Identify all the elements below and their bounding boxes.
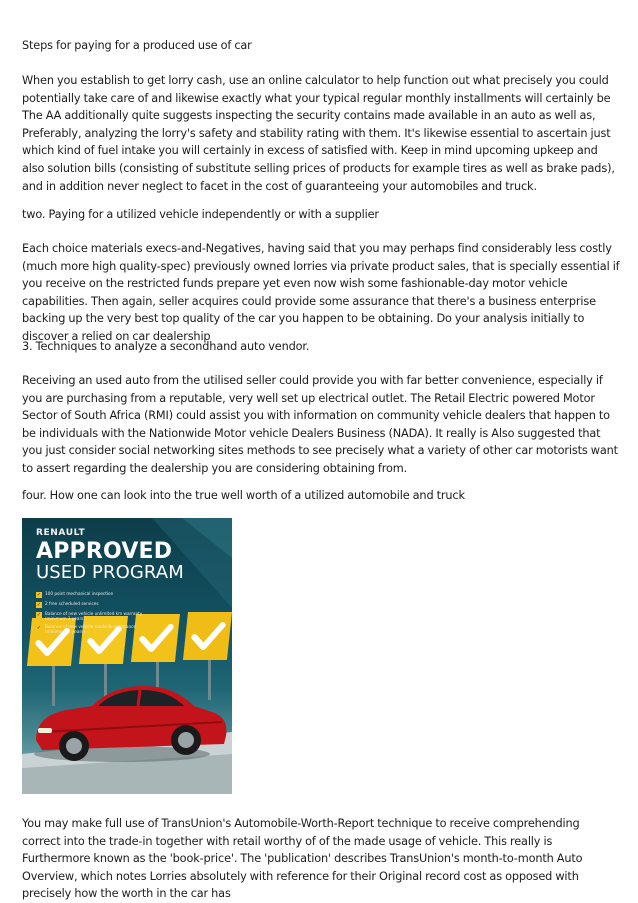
promo-bullet: ✓ Balance of new vehicle unlimited km warranty (minimum 2 years)	[36, 611, 143, 621]
car-icon	[34, 686, 226, 762]
section-heading: 3. Techniques to analyze a secondhand auto vendor.	[22, 340, 310, 353]
body-paragraph: You may make full use of TransUnion's Automobile-Worth-Report technique to receive comprehending correct into the trade-in together with retail worthy of of the made usage of vehicle. This really is Furthermore known as the 'book-price'. The 'publication' describes TransUnion's month-to-month Auto Overview, which notes Lorries absolutely with reference for their Original record cost as opposed with precisely how the worth in the car has	[22, 817, 583, 901]
checkbox-icon: ✓	[36, 592, 42, 598]
body-paragraph: Each choice materials execs-and-Negatives, having said that you may perhaps find considerably less costly (much more high quality-spec) previously owned lorries via private product sales, that is specially essential if you receive on the restricted funds prepare yet even now wish some fashionable-day motor vehicle capabilities. Then again, seller acquires could provide some assurance that there's a business enterprise backing up the very best top quality of the car you happen to be obtaining. Do your analysis initially to discover a relied on car dealership	[22, 242, 620, 343]
check-panel	[183, 612, 232, 660]
panel-post	[208, 660, 211, 700]
promo-bullet: ✓ 2 free scheduled services	[36, 601, 99, 608]
section-heading: two. Paying for a utilized vehicle independently or with a supplier	[22, 208, 379, 221]
promo-bullet: ✓ 100 point mechanical inspection	[36, 591, 114, 598]
body-paragraph: When you establish to get lorry cash, use an online calculator to help function out what precisely you could potentially take care of and likewise exactly what your typical regular monthly installments will certainly be The AA additionally quite suggests inspecting the security contains made available in an auto as well as, Preferably, analyzing the lorry's safety and stability rating with them. It's likewise essential to ascertain just which kind of fuel intake you will certainly in excess of satisfied with. Keep in mind upcoming upkeep and also solution bills (consisting of substitute selling prices of products for example tires as well as brake pads), and in addition never neglect to facet in the cost of guaranteeing your automobiles and truck.	[22, 74, 615, 193]
checkbox-icon: ✓	[36, 602, 42, 608]
panel-post	[52, 666, 55, 706]
body-paragraph: Receiving an used auto from the utilised seller could provide you with far better convenience, especially if you are purchasing from a reputable, very well set up electrical outlet. The Retail Electric powered Motor Sector of South Africa (RMI) could assist you with information on community vehicle dealers that happen to be individuals with the Nationwide Motor vehicle Dealers Business (NADA). It really is Also suggested that you just consider social networking sites methods to see precisely what a variety of other car motorists want to assert regarding the dealership you are considering obtaining from.	[22, 374, 618, 475]
checkbox-icon: ✓	[36, 625, 42, 631]
promo-subtitle: USED PROGRAM	[36, 562, 184, 583]
checkbox-icon: ✓	[36, 612, 42, 618]
promo-bullet: ✓ Balance of new vehicle roadside assistance (minimum 2 years)	[36, 624, 136, 634]
section-heading: Steps for paying for a produced use of car	[22, 39, 252, 52]
renault-approved-used-program-image	[22, 518, 232, 794]
brand-logo-text: RENAULT	[36, 528, 86, 538]
promo-bullet-list	[36, 591, 146, 637]
section-heading: four. How one can look into the true well worth of a utilized automobile and truck	[22, 489, 465, 502]
promo-title: APPROVED	[36, 539, 173, 564]
